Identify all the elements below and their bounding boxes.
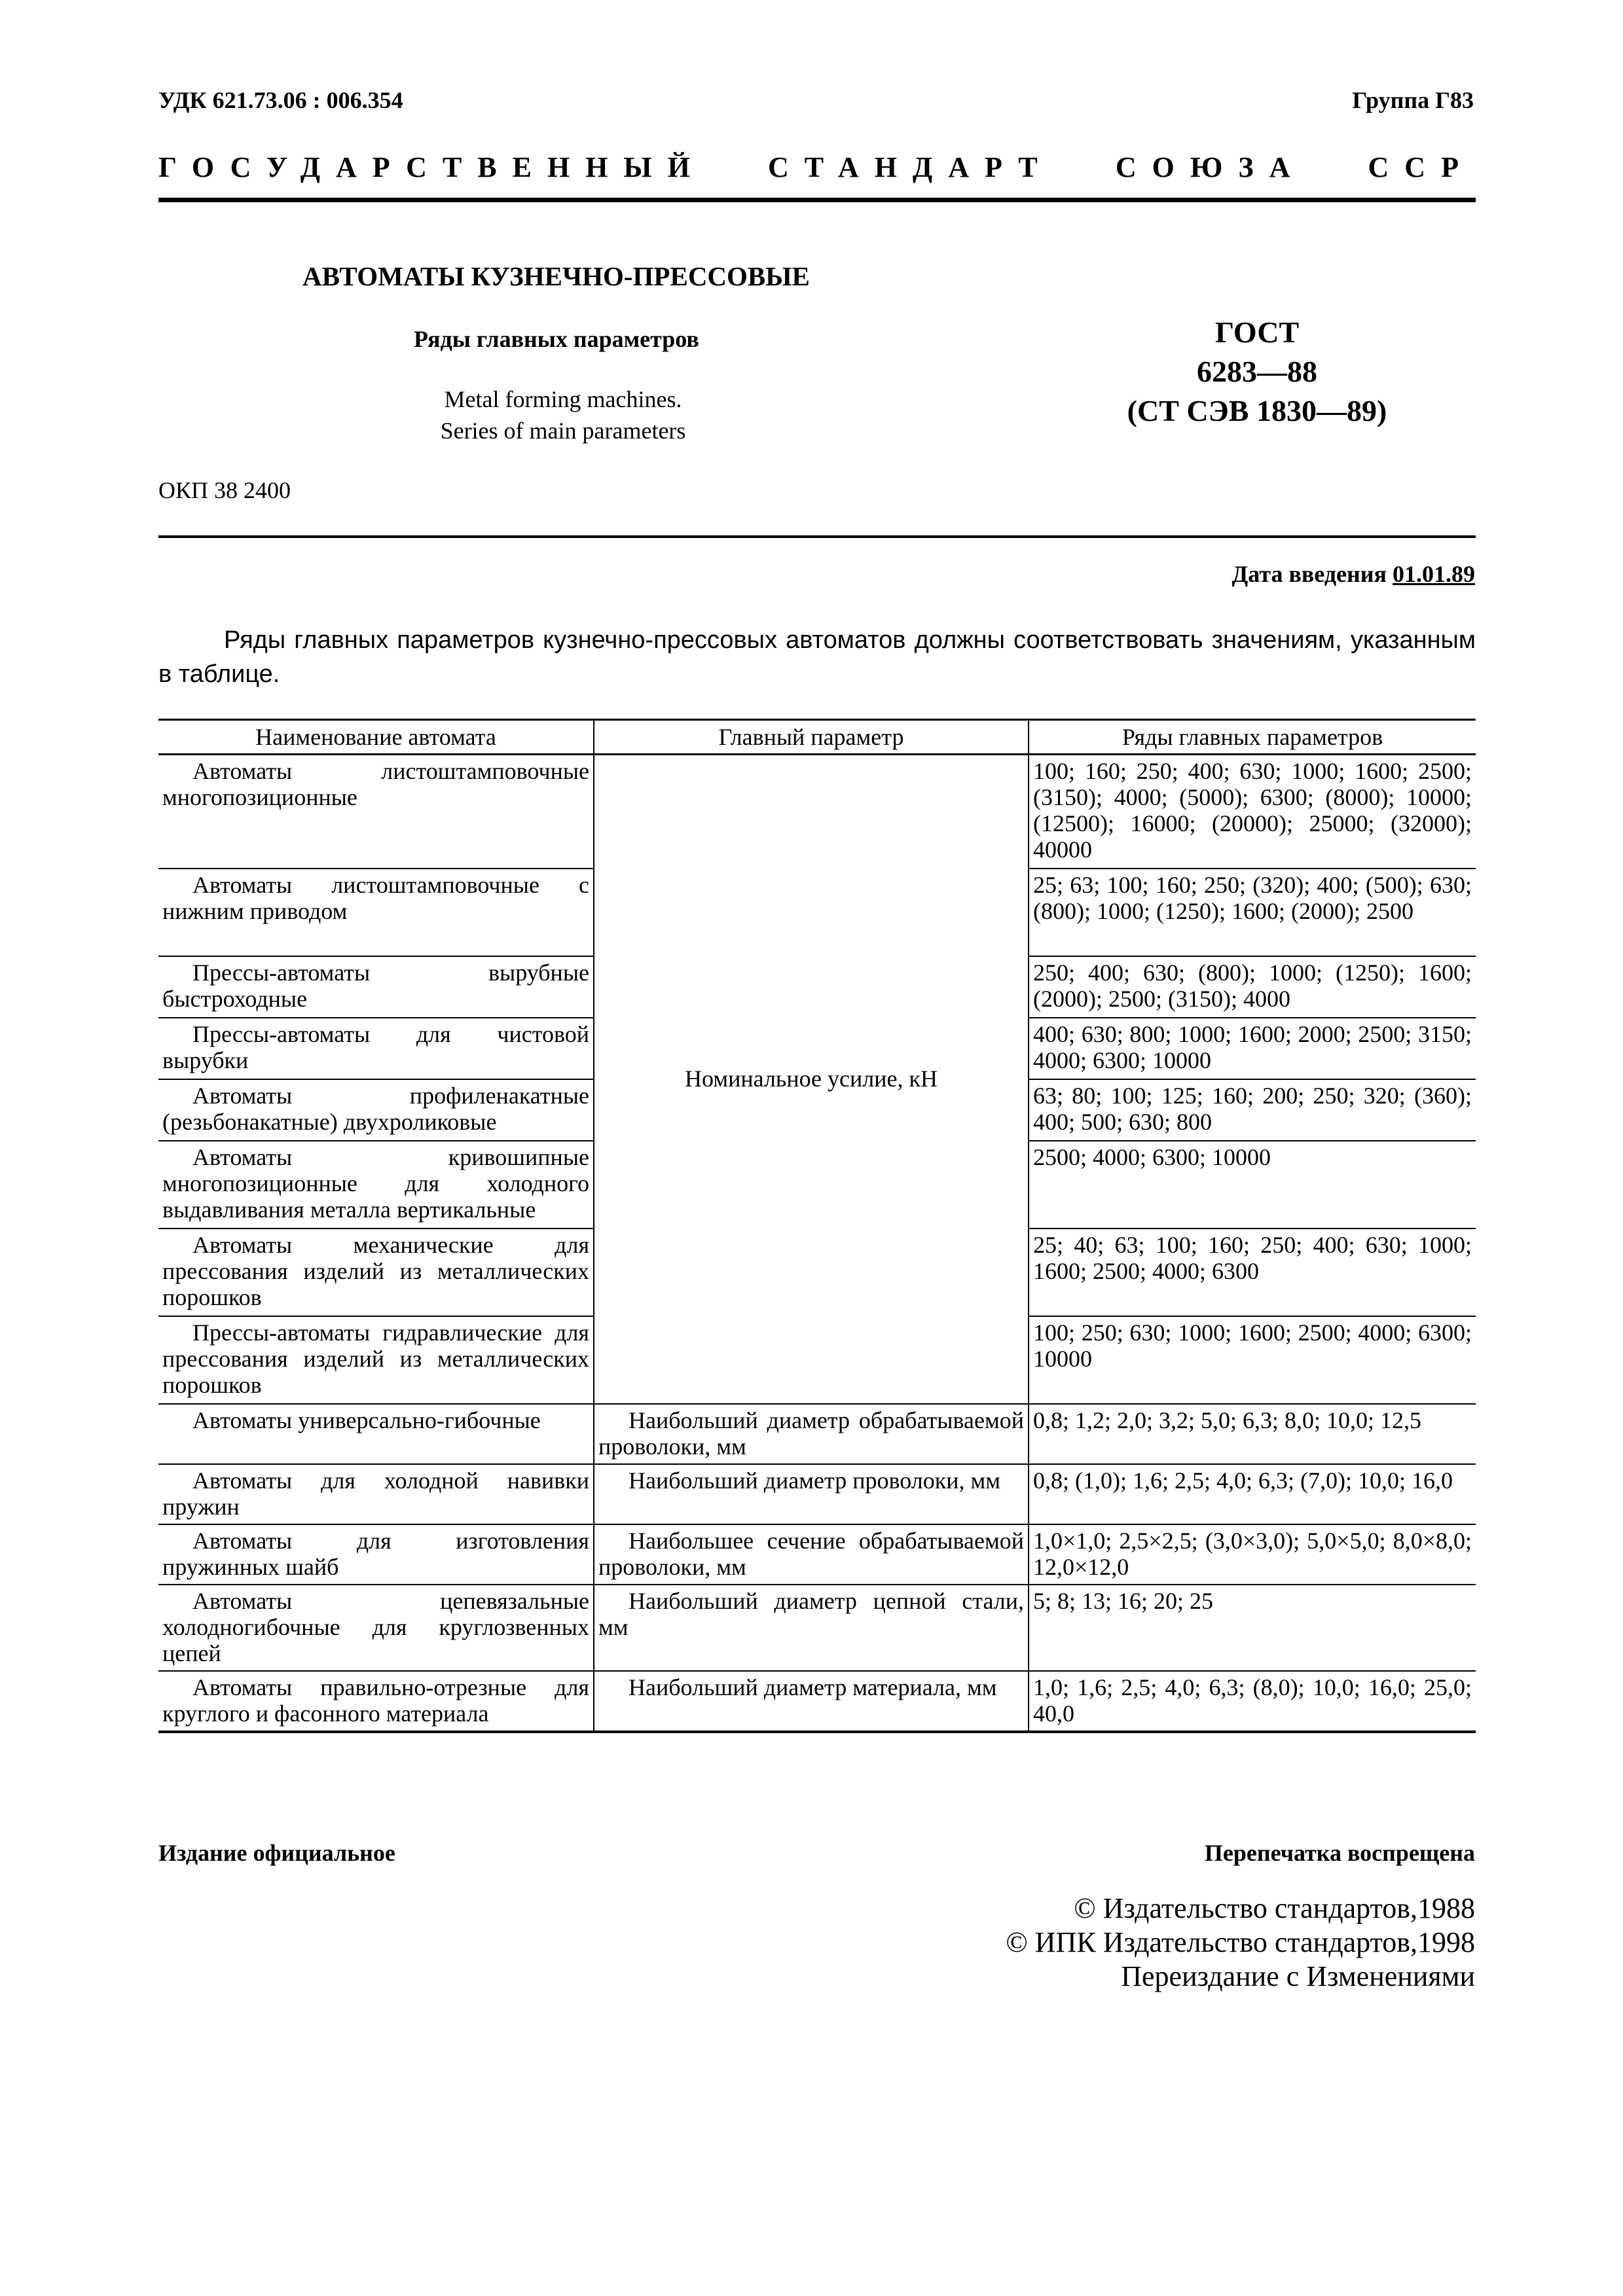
state-word-3: СОЮЗА [1115,151,1306,183]
state-word-1: ГОСУДАРСТВЕННЫЙ [158,151,706,183]
state-word-4: ССР [1368,151,1474,183]
main-parameter: Наибольший диаметр проволоки, мм [594,1464,1029,1524]
table-row [158,1464,1476,1524]
introduction-date [1232,560,1476,588]
copyright-1988: © Издательство стандартов,1988 [1074,1892,1475,1924]
machine-name: Автоматы правильно-отрезные для круглого и фасонного материала [158,1671,594,1732]
state-standard-banner [158,151,1474,184]
header-machine-name: Наименование автомата [158,720,594,755]
parameter-series: 2500; 4000; 6300; 10000 [1029,1141,1476,1229]
okp-code: ОКП 38 2400 [158,477,291,503]
gost-number: 6283—88 [1197,355,1317,388]
parameter-series: 0,8; (1,0); 1,6; 2,5; 4,0; 6,3; (7,0); 10,0; 16,0 [1029,1464,1476,1524]
copyright-1998: © ИПК Издательство стандартов,1998 [1006,1926,1475,1958]
top-divider [158,198,1476,202]
machine-name: Автоматы профиленакатные (резьбонакатные) двухроликовые [158,1079,594,1141]
gost-label: ГОСТ [1214,315,1300,349]
table-row [158,755,1476,869]
machine-name: Автоматы для холодной навивки пружин [158,1464,594,1524]
document-title: АВТОМАТЫ КУЗНЕЧНО-ПРЕССОВЫЕ [302,261,810,291]
reprint-prohibited: Перепечатка воспрещена [1204,1840,1475,1866]
introduction-date-label: Дата введения [1231,561,1387,587]
english-title-line-1: Metal forming machines. [444,386,682,412]
table-row [158,1671,1476,1732]
reissue-note: Переиздание с Изменениями [1121,1960,1475,1992]
group-code: Группа Г83 [1352,87,1474,113]
parameter-series: 250; 400; 630; (800); 1000; (1250); 1600; (2000); 2500; (3150); 4000 [1029,956,1476,1018]
header-parameter-series: Ряды главных параметров [1029,720,1476,755]
main-parameter: Наибольший диаметр цепной стали, мм [594,1585,1029,1671]
machine-name: Прессы-автоматы для чистовой вырубки [158,1018,594,1079]
state-word-2: СТАНДАРТ [767,151,1053,183]
parameters-table [158,719,1476,1733]
english-title [386,384,740,446]
parameter-series: 63; 80; 100; 125; 160; 200; 250; 320; (360); 400; 500; 630; 800 [1029,1079,1476,1141]
table-header-row [158,720,1476,755]
udk-code: УДК 621.73.06 : 006.354 [158,87,403,113]
parameter-series: 1,0; 1,6; 2,5; 4,0; 6,3; (8,0); 10,0; 16,0; 25,0; 40,0 [1029,1671,1476,1732]
parameter-series: 25; 63; 100; 160; 250; (320); 400; (500); 630; (800); 1000; (1250); 1600; (2000); 2500 [1029,869,1476,956]
intro-paragraph: Ряды главных параметров кузнечно-прессовых автоматов должны соответствовать значениям, указанным в таблице. [158,626,1476,688]
machine-name: Автоматы цепевязальные холодногибочные для круглозвенных цепей [158,1585,594,1671]
header-main-parameter: Главный параметр [594,720,1029,755]
table-row [158,1524,1476,1585]
machine-name: Автоматы листоштамповочные с нижним приводом [158,869,594,956]
english-title-line-2: Series of main parameters [440,418,686,444]
machine-name: Автоматы кривошипные многопозиционные для холодного выдавливания металла вертикальные [158,1141,594,1229]
table-row [158,1404,1476,1464]
machine-name: Автоматы для изготовления пружинных шайб [158,1524,594,1585]
table-row [158,1585,1476,1671]
machine-name: Прессы-автоматы гидравлические для прессования изделий из металлических порошков [158,1316,594,1404]
machine-name: Прессы-автоматы вырубные быстроходные [158,956,594,1018]
main-parameter-nominal-force: Номинальное усилие, кН [594,755,1029,1404]
parameter-series: 25; 40; 63; 100; 160; 250; 400; 630; 1000; 1600; 2500; 4000; 6300 [1029,1229,1476,1316]
document-subtitle: Ряды главных параметров [414,326,699,352]
middle-divider [158,535,1476,538]
machine-name: Автоматы механические для прессования изделий из металлических порошков [158,1229,594,1316]
main-parameter: Наибольший диаметр материала, мм [594,1671,1029,1732]
machine-name: Автоматы листоштамповочные многопозиционные [158,755,594,869]
parameter-series: 0,8; 1,2; 2,0; 3,2; 5,0; 6,3; 8,0; 10,0; 12,5 [1029,1404,1476,1464]
main-parameter: Наибольший диаметр обрабатываемой проволоки, мм [594,1404,1029,1464]
parameter-series: 400; 630; 800; 1000; 1600; 2000; 2500; 3150; 4000; 6300; 10000 [1029,1018,1476,1079]
machine-name: Автоматы универсально-гибочные [158,1404,594,1464]
parameter-series: 5; 8; 13; 16; 20; 25 [1029,1585,1476,1671]
introduction-date-value: 01.01.89 [1393,561,1475,587]
parameter-series: 100; 160; 250; 400; 630; 1000; 1600; 2500; (3150); 4000; (5000); 6300; (8000); 10000; (12500); 16000; (20000); 25000; (32000); 40000 [1029,755,1476,869]
parameter-series: 100; 250; 630; 1000; 1600; 2500; 4000; 6300; 10000 [1029,1316,1476,1404]
main-parameter: Наибольшее сечение обрабатываемой проволоки, мм [594,1524,1029,1585]
st-sev-number: (СТ СЭВ 1830—89) [1127,394,1387,427]
gost-designation [1074,313,1440,431]
parameter-series: 1,0×1,0; 2,5×2,5; (3,0×3,0); 5,0×5,0; 8,0×8,0; 12,0×12,0 [1029,1524,1476,1585]
copyright-block [1006,1892,1475,1994]
official-publication: Издание официальное [158,1840,395,1866]
